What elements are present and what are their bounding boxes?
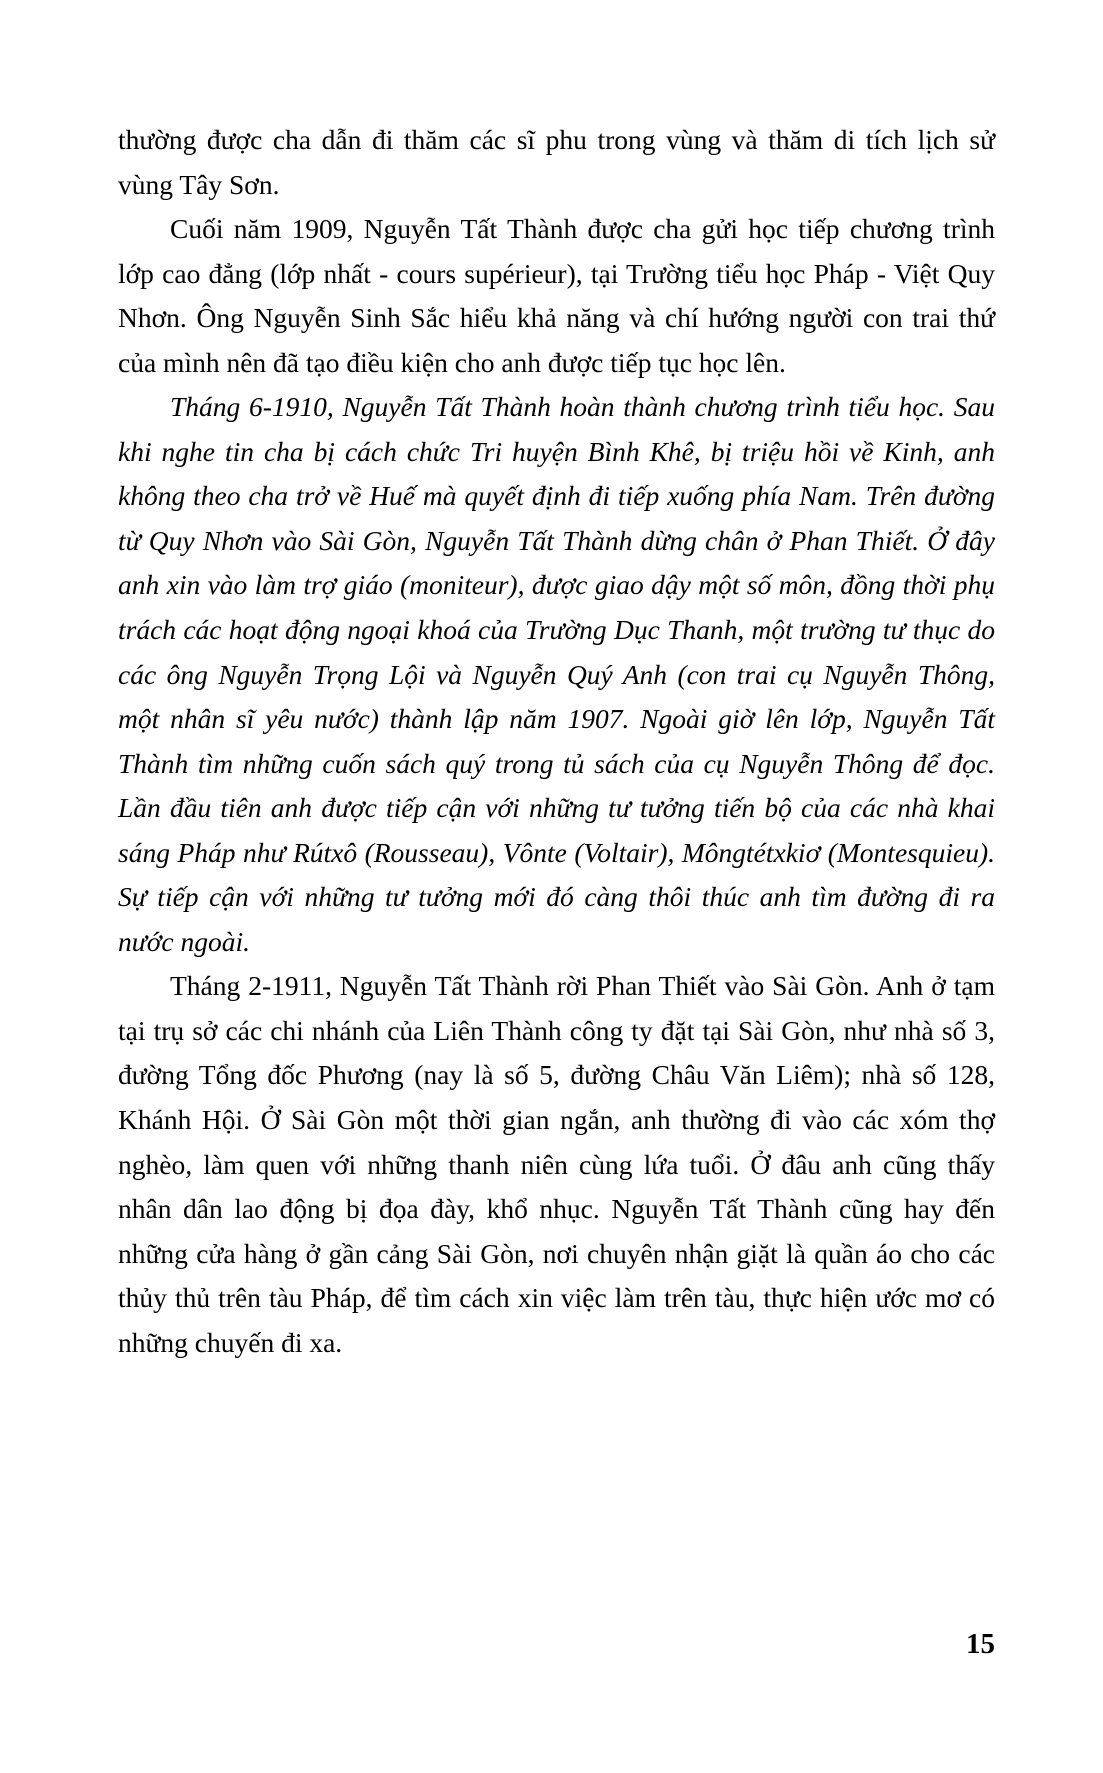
paragraph-3: Tháng 6-1910, Nguyễn Tất Thành hoàn thành chương trình tiểu học. Sau khi nghe tin cha bị cách chức Tri huyện Bình Khê, bị triệu hồi về Kinh, anh không theo cha trở về Huế mà quyết định đi tiếp xuống phía Nam. Trên đường từ Quy Nhơn vào Sài Gòn, Nguyễn Tất Thành dừng chân ở Phan Thiết. Ở đây anh xin vào làm trợ giáo (moniteur), được giao dậy một số môn, đồng thời phụ trách các hoạt động ngoại khoá của Trường Dục Thanh, một trường tư thục do các ông Nguyễn Trọng Lội và Nguyễn Quý Anh (con trai cụ Nguyễn Thông, một nhân sĩ yêu nước) thành lập năm 1907. Ngoài giờ lên lớp, Nguyễn Tất Thành tìm những cuốn sách quý trong tủ sách của cụ Nguyễn Thông để đọc. Lần đầu tiên anh được tiếp cận với những tư tưởng tiến bộ của các nhà khai sáng Pháp như Rútxô (Rousseau), Vônte (Voltair), Môngtétxkiơ (Montesquieu). Sự tiếp cận với những tư tưởng mới đó càng thôi thúc anh tìm đường đi ra nước ngoài. (118, 391, 995, 957)
page-number: 15 (966, 1628, 995, 1660)
paragraph-4: Tháng 2-1911, Nguyễn Tất Thành rời Phan Thiết vào Sài Gòn. Anh ở tạm tại trụ sở các chi nhánh của Liên Thành công ty đặt tại Sài Gòn, như nhà số 3, đường Tổng đốc Phương (nay là số 5, đường Châu Văn Liêm); nhà số 128, Khánh Hội. Ở Sài Gòn một thời gian ngắn, anh thường đi vào các xóm thợ nghèo, làm quen với những thanh niên cùng lứa tuổi. Ở đâu anh cũng thấy nhân dân lao động bị đọa đày, khổ nhục. Nguyễn Tất Thành cũng hay đến những cửa hàng ở gần cảng Sài Gòn, nơi chuyên nhận giặt là quần áo cho các thủy thủ trên tàu Pháp, để tìm cách xin việc làm trên tàu, thực hiện ước mơ có những chuyến đi xa. (118, 970, 995, 1358)
paragraph-1: thường được cha dẫn đi thăm các sĩ phu trong vùng và thăm di tích lịch sử vùng Tây Sơn. (118, 124, 995, 200)
paragraph-2: Cuối năm 1909, Nguyễn Tất Thành được cha gửi học tiếp chương trình lớp cao đẳng (lớp nhất - cours supérieur), tại Trường tiểu học Pháp - Việt Quy Nhơn. Ông Nguyễn Sinh Sắc hiểu khả năng và chí hướng người con trai thứ của mình nên đã tạo điều kiện cho anh được tiếp tục học lên. (118, 213, 995, 378)
page-body (118, 118, 995, 1365)
